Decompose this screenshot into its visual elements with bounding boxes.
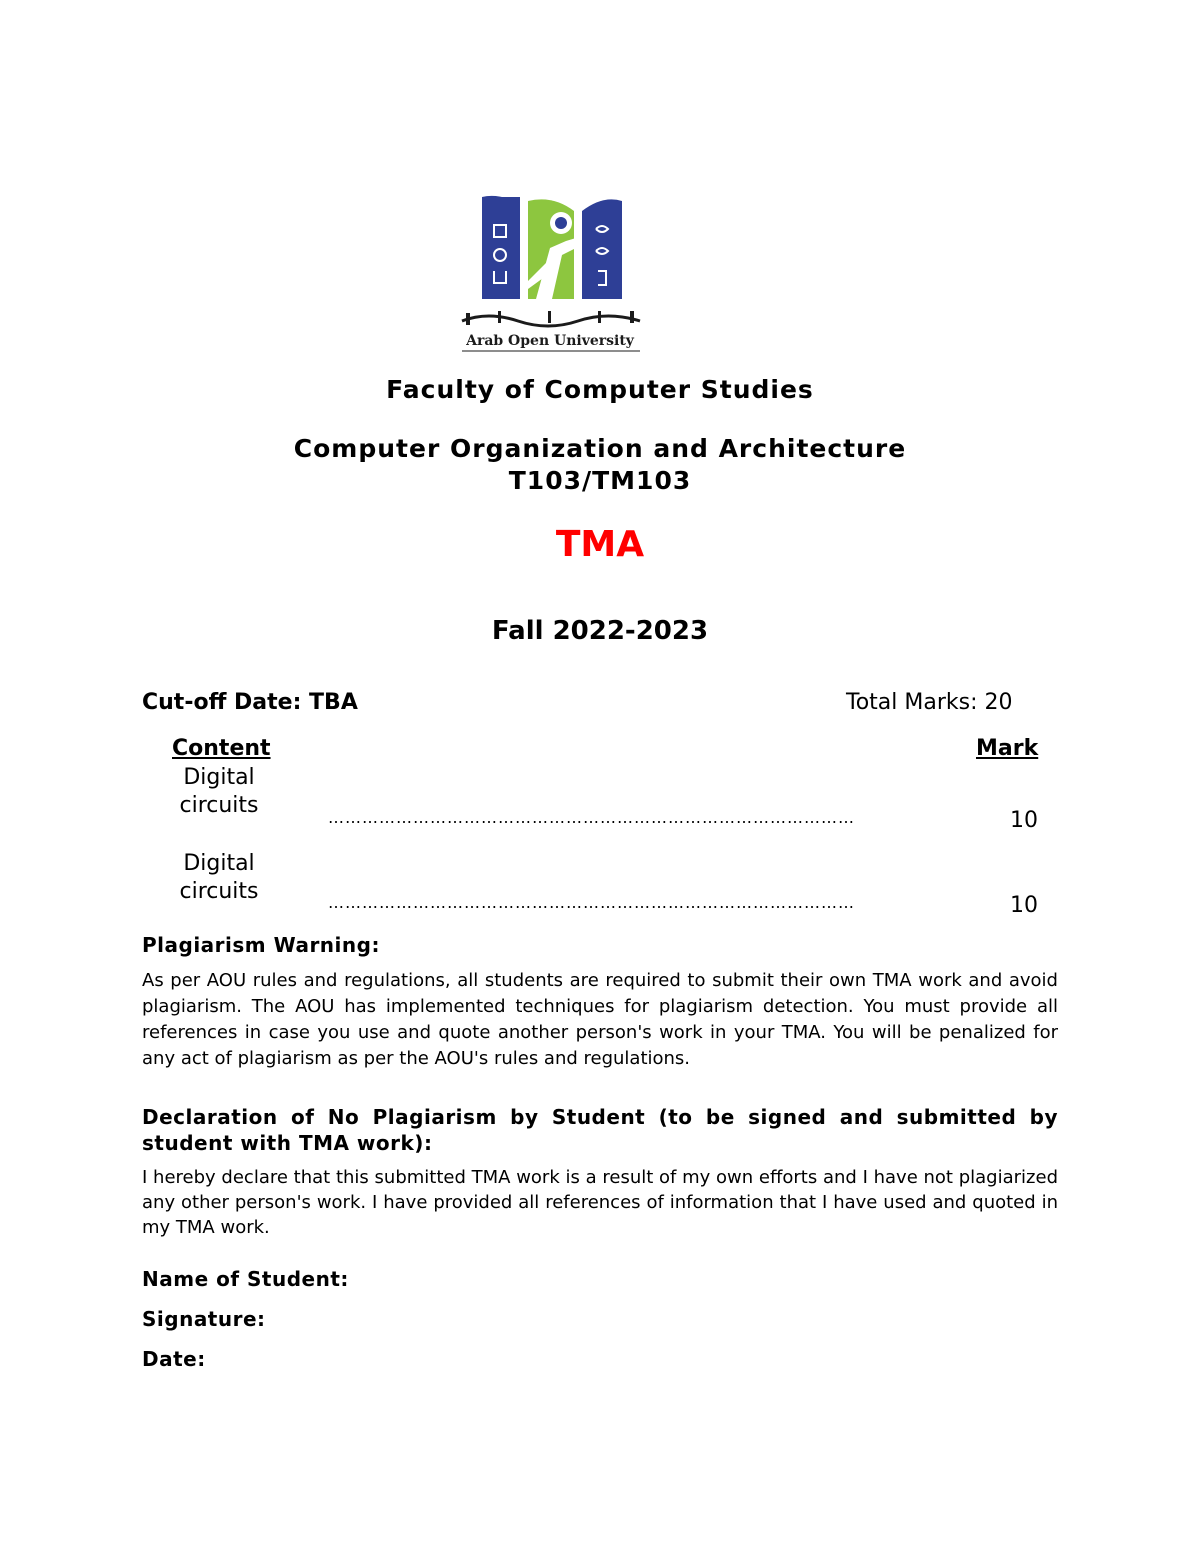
- plagiarism-text: As per AOU rules and regulations, all students are required to submit their own TMA work and avoid plagiarism. The AOU has implemented techniques for plagiarism detection. You must provide all references in case you use and quote another person's work in your TMA. You will be penalized for any act of plagiarism as per the AOU's rules and regulations.: [142, 970, 1058, 1069]
- content-row-label: [171, 764, 267, 820]
- content-header: Content: [172, 736, 271, 761]
- content-row-label-line2: circuits: [179, 879, 259, 904]
- aou-logo: [458, 193, 644, 358]
- declaration-heading: Declaration of No Plagiarism by Student (to be signed and submitted by student with TMA work):: [142, 1105, 1058, 1155]
- plagiarism-heading: Plagiarism Warning:: [142, 933, 380, 957]
- content-row-dots: …………………………………………………………………………………: [328, 893, 855, 912]
- declaration-text: I hereby declare that this submitted TMA work is a result of my own efforts and I have not plagiarized any other person's work. I have provided all references of information that I have used and quoted in my TMA work.: [142, 1167, 1058, 1238]
- faculty-title: Faculty of Computer Studies: [386, 375, 814, 404]
- tma-title: TMA: [555, 524, 645, 565]
- total-marks: Total Marks: 20: [846, 690, 1013, 715]
- content-row-mark: 10: [1010, 808, 1038, 833]
- content-row-label-line1: Digital: [183, 851, 255, 876]
- content-row-dots: …………………………………………………………………………………: [328, 808, 855, 827]
- content-row-label: [171, 850, 267, 906]
- course-title: Computer Organization and Architecture: [293, 434, 907, 463]
- student-name-label: Name of Student:: [142, 1267, 349, 1291]
- content-row-label-line2: circuits: [179, 793, 259, 818]
- content-row-label-line1: Digital: [183, 765, 255, 790]
- date-label: Date:: [142, 1347, 206, 1371]
- logo-english-text: Arab Open University: [466, 333, 634, 349]
- cutoff-date: Cut-off Date: TBA: [142, 690, 358, 715]
- content-row-mark: 10: [1010, 893, 1038, 918]
- signature-label: Signature:: [142, 1307, 266, 1331]
- mark-header: Mark: [976, 736, 1039, 761]
- course-code: T103/TM103: [508, 466, 692, 495]
- term-title: Fall 2022-2023: [491, 616, 709, 646]
